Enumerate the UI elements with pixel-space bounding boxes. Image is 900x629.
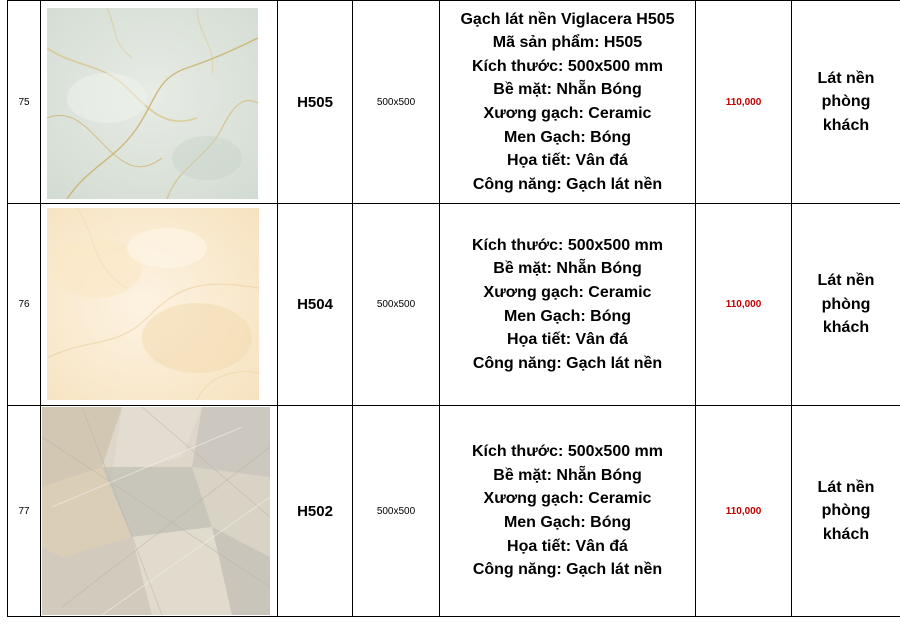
marble-tile-grey-beige-image [42, 407, 270, 615]
product-table [7, 0, 900, 617]
product-code: H505 [278, 1, 353, 204]
product-description [440, 406, 696, 617]
description-line: Bề mặt: Nhẵn Bóng [493, 260, 642, 278]
description-line: Men Gạch: Bóng [503, 307, 632, 325]
product-image-cell [41, 204, 278, 406]
description-line: Bề mặt: Nhẵn Bóng [493, 466, 642, 484]
product-price: 110,000 [696, 1, 792, 204]
product-usage [792, 204, 900, 406]
product-description [440, 1, 696, 204]
usage-line: Lát nền phòng [817, 478, 875, 520]
description-line: Men Gạch: Bóng [503, 128, 632, 146]
product-code: H504 [278, 204, 353, 406]
description-line: Kích thước: 500x500 mm [471, 236, 664, 254]
description-line: Xương gạch: Ceramic [483, 490, 652, 508]
description-line: Kích thước: 500x500 mm [471, 57, 664, 75]
product-price: 110,000 [696, 406, 792, 617]
usage-line: khách [822, 319, 870, 337]
description-line: Họa tiết: Vân đá [507, 152, 628, 170]
description-line: Gạch lát nền Viglacera H505 [460, 10, 675, 28]
row-number: 77 [8, 406, 41, 617]
description-line: Bề mặt: Nhẵn Bóng [493, 81, 642, 99]
product-description [440, 204, 696, 406]
product-image-cell [41, 1, 278, 204]
product-usage [792, 406, 900, 617]
description-line: Công năng: Gạch lát nền [472, 561, 663, 579]
description-line: Họa tiết: Vân đá [507, 331, 628, 349]
table-row [8, 204, 900, 406]
marble-tile-grey-image [47, 8, 258, 199]
table-row [8, 406, 900, 617]
usage-line: khách [822, 525, 870, 543]
product-price: 110,000 [696, 204, 792, 406]
product-size: 500x500 [353, 1, 440, 204]
product-size: 500x500 [353, 204, 440, 406]
usage-line: Lát nền phòng [817, 272, 875, 313]
marble-tile-cream-image [47, 208, 259, 400]
table-row [8, 1, 900, 204]
usage-line: khách [822, 116, 870, 134]
description-line: Công năng: Gạch lát nền [472, 175, 663, 193]
product-size: 500x500 [353, 406, 440, 617]
row-number: 76 [8, 204, 41, 406]
usage-line: Lát nền phòng [817, 69, 875, 111]
description-line: Xương gạch: Ceramic [483, 283, 652, 301]
product-code: H502 [278, 406, 353, 617]
description-line: Công năng: Gạch lát nền [472, 354, 663, 372]
description-line: Men Gạch: Bóng [503, 514, 632, 531]
description-line: Xương gạch: Ceramic [483, 105, 652, 122]
product-image-cell [41, 406, 278, 617]
description-line: Mã sản phẩm: H505 [492, 34, 643, 52]
description-line: Họa tiết: Vân đá [507, 537, 628, 555]
row-number: 75 [8, 1, 41, 204]
product-usage [792, 1, 900, 204]
description-line: Kích thước: 500x500 mm [471, 443, 664, 461]
